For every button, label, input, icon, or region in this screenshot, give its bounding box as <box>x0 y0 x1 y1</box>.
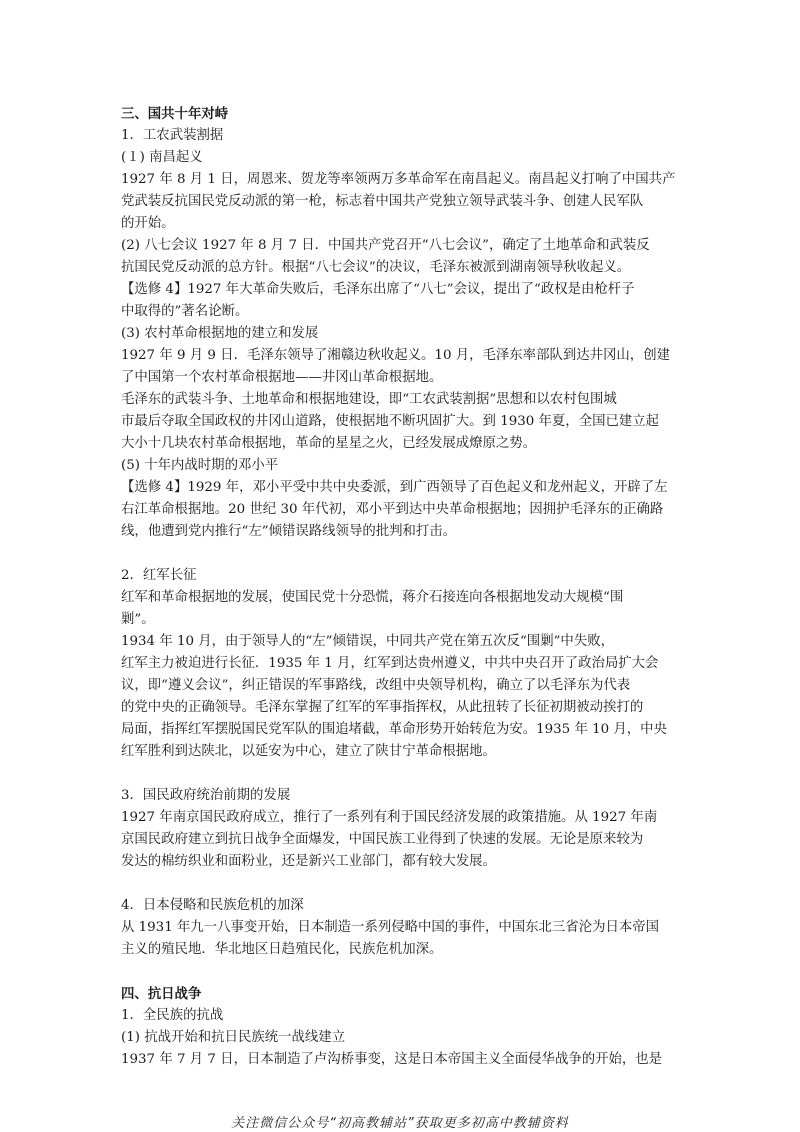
paragraph-line: 红军和革命根据地的发展，使国民党十分恐慌，蒋介石接连向各根据地发动大规模“围 <box>121 590 624 605</box>
paragraph-line: 的党中央的正确领导。毛泽东掌握了红军的军事指挥权，从此扭转了长征初期被动挨打的 <box>121 700 644 715</box>
paragraph-line: 党武装反抗国民党反动派的第一枪，标志着中国共产党独立领导武装斗争、创建人民军队 <box>121 194 644 209</box>
paragraph-line: 从 1931 年九一八事变开始，日本制造一系列侵略中国的事件，中国东北三省沦为日本帝国 <box>121 920 660 935</box>
paragraph-line: 剿”。 <box>121 612 155 627</box>
paragraph-line: 1937 年 7 月 7 日，日本制造了卢沟桥事变，这是日本帝国主义全面侵华战争的开始，也是 <box>121 1052 663 1067</box>
subsection-title: 2．红军长征 <box>121 568 197 583</box>
paragraph-line: 1927 年 9 月 9 日．毛泽东领导了湘赣边秋收起义。10 月，毛泽东率部队到达井冈山，创建 <box>121 348 670 363</box>
subsection-title: 1．全民族的抗战 <box>121 1008 224 1023</box>
paragraph-line: 局面，指挥红军摆脱国民党军队的围追堵截，革命形势开始转危为安。1935 年 10 月，中央 <box>121 722 667 737</box>
paragraph-line: 大小十几块农村革命根据地，革命的星星之火，已经发展成燎原之势。 <box>121 436 537 451</box>
paragraph-line: 主义的殖民地．华北地区日趋殖民化，民族危机加深。 <box>121 942 443 957</box>
subsection-title: 1．工农武装割据 <box>121 128 224 143</box>
paragraph-line: 红军主力被迫进行长征．1935 年 1 月，红军到达贵州遵义，中共中央召开了政治局扩大会 <box>121 656 659 671</box>
paragraph-line: 1934 年 10 月，由于领导人的“左”倾错误，中同共产党在第五次反“围剿”中失败， <box>121 634 614 649</box>
topic-title: (１) 南昌起义 <box>121 150 203 165</box>
section-heading: 三、国共十年对峙 <box>121 106 229 122</box>
paragraph-line: 的开始。 <box>121 216 175 231</box>
paragraph-line: 【选修 4】1929 年，邓小平受中共中央委派，到广西领导了百色起义和龙州起义，开辟了左 <box>121 480 668 495</box>
paragraph-line: 线，他遭到党内推行“左”倾错误路线领导的批判和打击。 <box>121 524 457 539</box>
paragraph-line: 红军胜利到达陕北，以延安为中心，建立了陕甘宁革命根据地。 <box>121 744 496 759</box>
paragraph-line: 中取得的”著名论断。 <box>121 304 249 319</box>
subsection-title: 3．国民政府统治前期的发展 <box>121 788 291 803</box>
paragraph-line: (2) 八七会议 1927 年 8 月 7 日．中国共产党召开“八七会议”，确定了土地革命和武装反 <box>121 238 650 253</box>
paragraph-line: 1927 年南京国民政府成立，推行了一系列有利于国民经济发展的政策措施。从 1927 年南 <box>121 810 658 825</box>
topic-title: (5) 十年内战时期的邓小平 <box>121 458 279 473</box>
paragraph-line: 毛泽东的武装斗争、土地革命和根据地建设，即“工农武装割据”思想和以农村包围城 <box>121 392 617 407</box>
section-heading: 四、抗日战争 <box>121 986 202 1002</box>
paragraph-line: 抗国民党反动派的总方针。根据“八七会议”的决议，毛泽东被派到湖南领导秋收起义。 <box>121 260 631 275</box>
paragraph-line: 1927 年 8 月 1 日，周恩来、贺龙等率领两万多革命军在南昌起义。南昌起义打响了中国共产 <box>121 172 676 187</box>
paragraph-line: 发达的棉纺织业和面粉业，还是新兴工业部门，都有较大发展。 <box>121 854 496 869</box>
topic-title: (1) 抗战开始和抗日民族统一战线建立 <box>121 1030 346 1045</box>
subsection-title: 4．日本侵略和民族危机的加深 <box>121 898 304 913</box>
paragraph-line: 右江革命根据地。20 世纪 30 年代初，邓小平到达中央革命根据地；因拥护毛泽东的正确路 <box>121 502 664 517</box>
paragraph-line: 议，即“遵义会议”，纠正错误的军事路线，改组中央领导机构，确立了以毛泽东为代表 <box>121 678 631 693</box>
paragraph-line: 市最后夺取全国政权的井冈山道路，使根据地不断巩固扩大。到 1930 年夏，全国已建立起 <box>121 414 660 429</box>
paragraph-line: 【选修 4】1927 年大革命失败后，毛泽东出席了“八七”会议，提出了“政权是由枪杆子 <box>121 282 635 297</box>
paragraph-line: 京国民政府建立到抗日战争全面爆发，中国民族工业得到了快速的发展。无论是原来较为 <box>121 832 644 847</box>
footer-note: 关注微信公众号“初高教辅站”获取更多初高中教辅资料 <box>231 1116 569 1131</box>
topic-title: (3) 农村革命根据地的建立和发展 <box>121 326 319 341</box>
paragraph-line: 了中国第一个农村革命根据地——井冈山革命根据地。 <box>121 370 443 385</box>
